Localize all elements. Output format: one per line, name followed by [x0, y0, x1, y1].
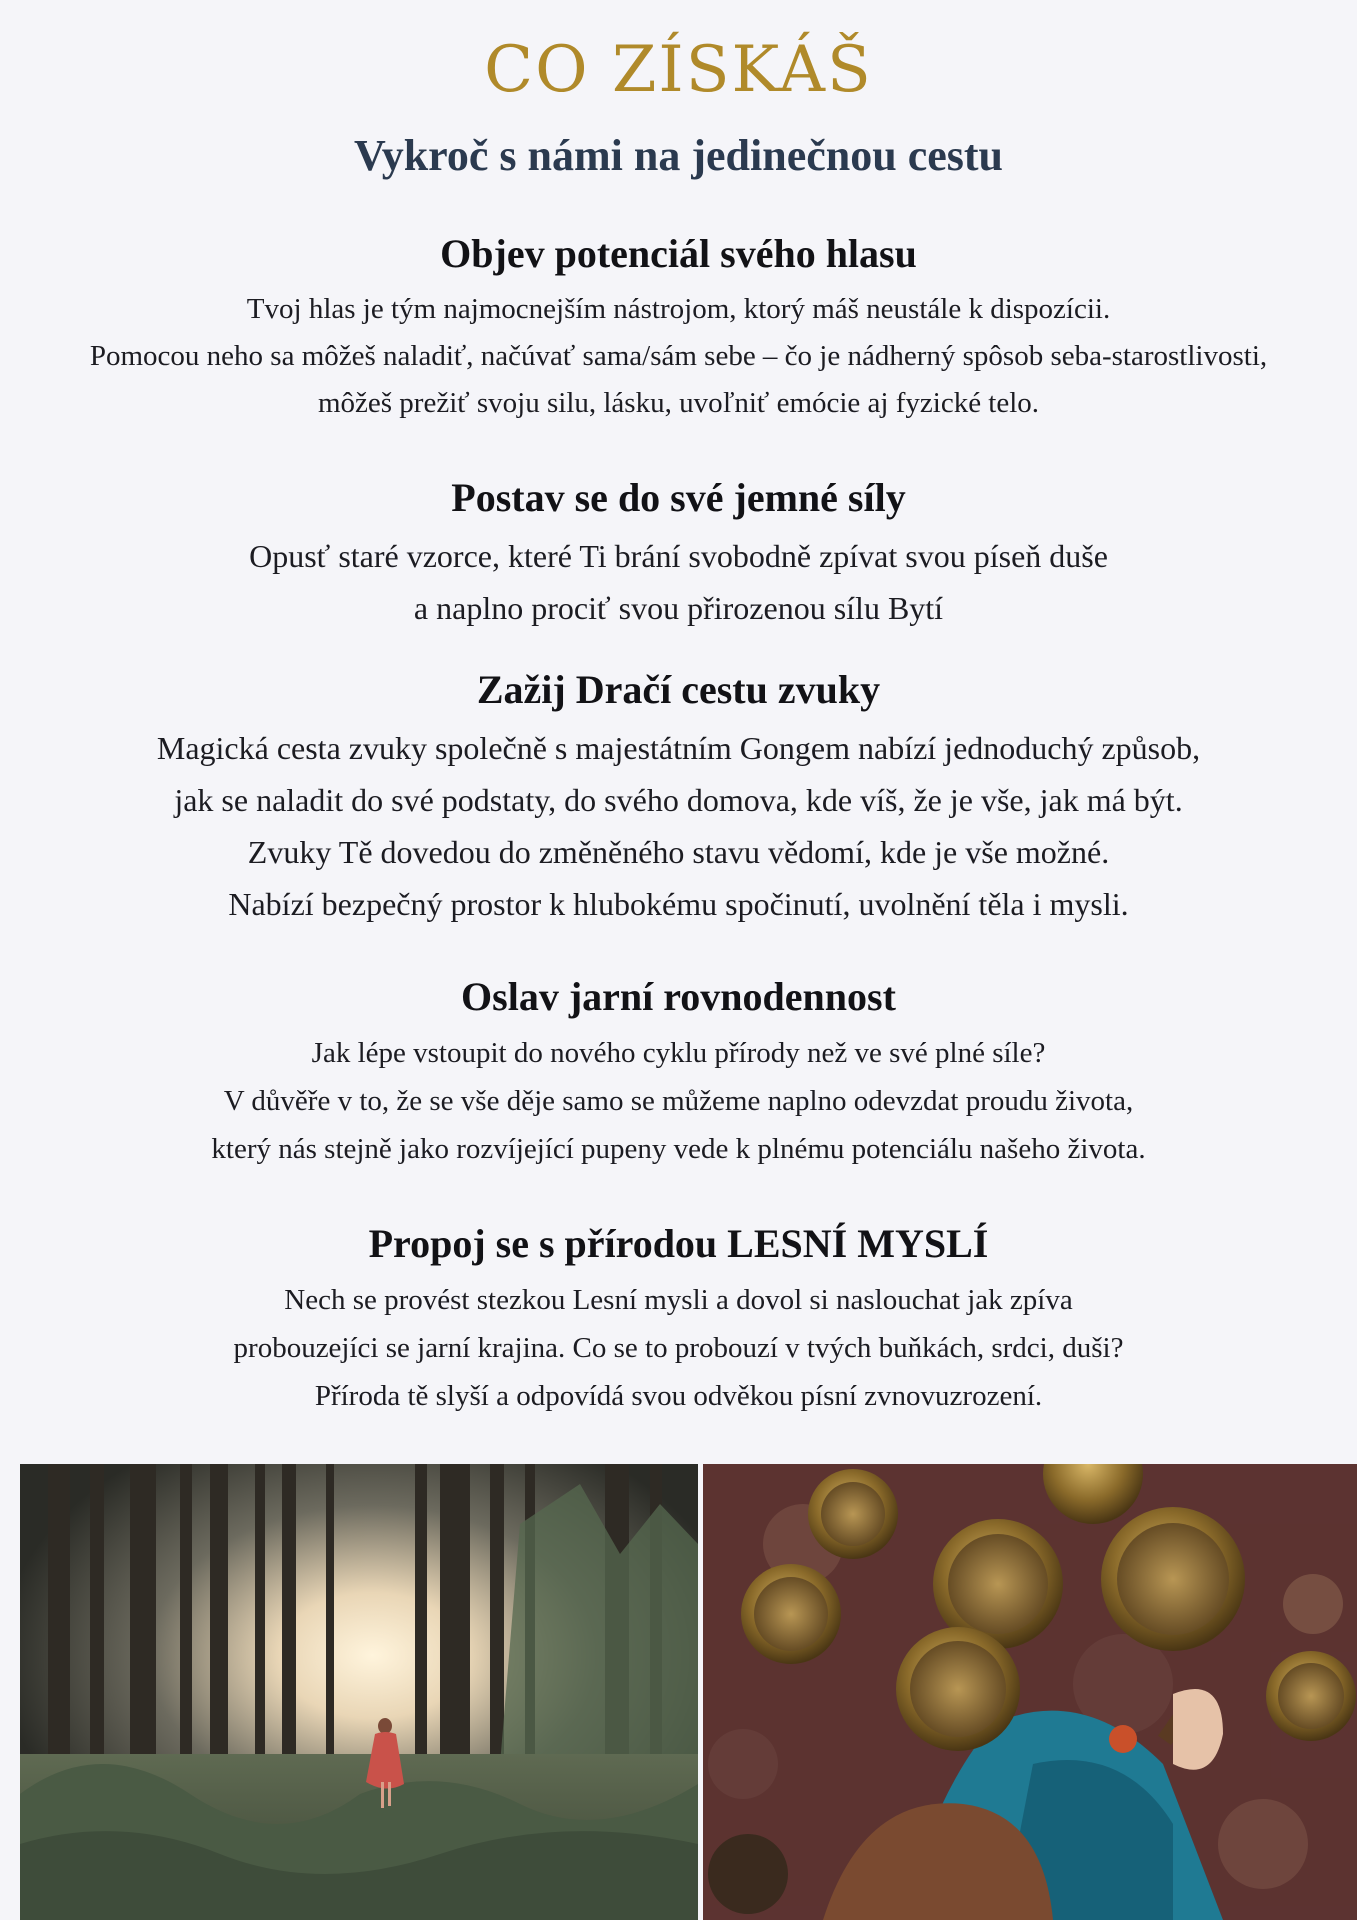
section-forest-mind [20, 1222, 1337, 1420]
forest-photo [20, 1464, 698, 1920]
section-dragon [20, 668, 1337, 930]
page-title: CO ZÍSKÁŠ [484, 33, 873, 107]
section-voice [20, 232, 1337, 427]
section-text-line: probouzejíci se jarní krajina. Co se to probouzí v tvých buňkách, srdci, duši? [233, 1332, 1124, 1364]
section-equinox [20, 975, 1337, 1173]
singing-bowls-photo [703, 1464, 1357, 1920]
section-text-line: Nech se provést stezkou Lesní mysli a dovol si naslouchat jak zpíva [284, 1284, 1073, 1316]
section-text-line: môžeš prežiť svoju silu, lásku, uvoľniť emócie aj fyzické telo. [317, 387, 1040, 419]
section-text-line: který nás stejně jako rozvíjející pupeny vede k plnému potenciálu našeho života. [211, 1133, 1146, 1165]
section-text-line: jak se naladit do své podstaty, do svého domova, kde víš, že je vše, jak má být. [174, 782, 1183, 818]
section-text-line: Magická cesta zvuky společně s majestátním Gongem nabízí jednoduchý způsob, [156, 730, 1201, 766]
page-subtitle: Vykroč s námi na jedinečnou cestu [353, 131, 1004, 180]
section-heading: Oslav jarní rovnodennost [461, 974, 896, 1019]
section-text-line: Zvuky Tě dovedou do změněného stavu vědomí, kde je vše možné. [247, 834, 1110, 870]
section-text-line: Pomocou neho sa môžeš naladiť, načúvať sama/sám sebe – čo je nádherný spôsob seba-starostlivosti, [89, 340, 1268, 372]
section-strength [20, 476, 1337, 634]
section-text-line: Tvoj hlas je tým najmocnejším nástrojom, ktorý máš neustále k dispozícii. [246, 293, 1111, 325]
section-text-line: Opusť staré vzorce, které Ti brání svobodně zpívat svou píseň duše [249, 538, 1108, 574]
section-text-line: V důvěře v to, že se vše děje samo se můžeme naplno odevzdat proudu života, [223, 1085, 1134, 1117]
section-heading: Propoj se s přírodou LESNÍ MYSLÍ [368, 1221, 989, 1266]
section-heading: Zažij Dračí cestu zvuky [476, 667, 881, 712]
section-text-line: Jak lépe vstoupit do nového cyklu přírody než ve své plné síle? [311, 1037, 1046, 1069]
section-text-line: a naplno prociť svou přirozenou sílu Bytí [413, 590, 944, 626]
section-heading: Postav se do své jemné síly [451, 475, 906, 520]
section-text-line: Nabízí bezpečný prostor k hlubokému spočinutí, uvolnění těla i mysli. [228, 886, 1129, 922]
section-heading: Objev potenciál svého hlasu [440, 231, 917, 276]
section-text-line: Příroda tě slyší a odpovídá svou odvěkou písní zvnovuzrození. [314, 1380, 1043, 1412]
